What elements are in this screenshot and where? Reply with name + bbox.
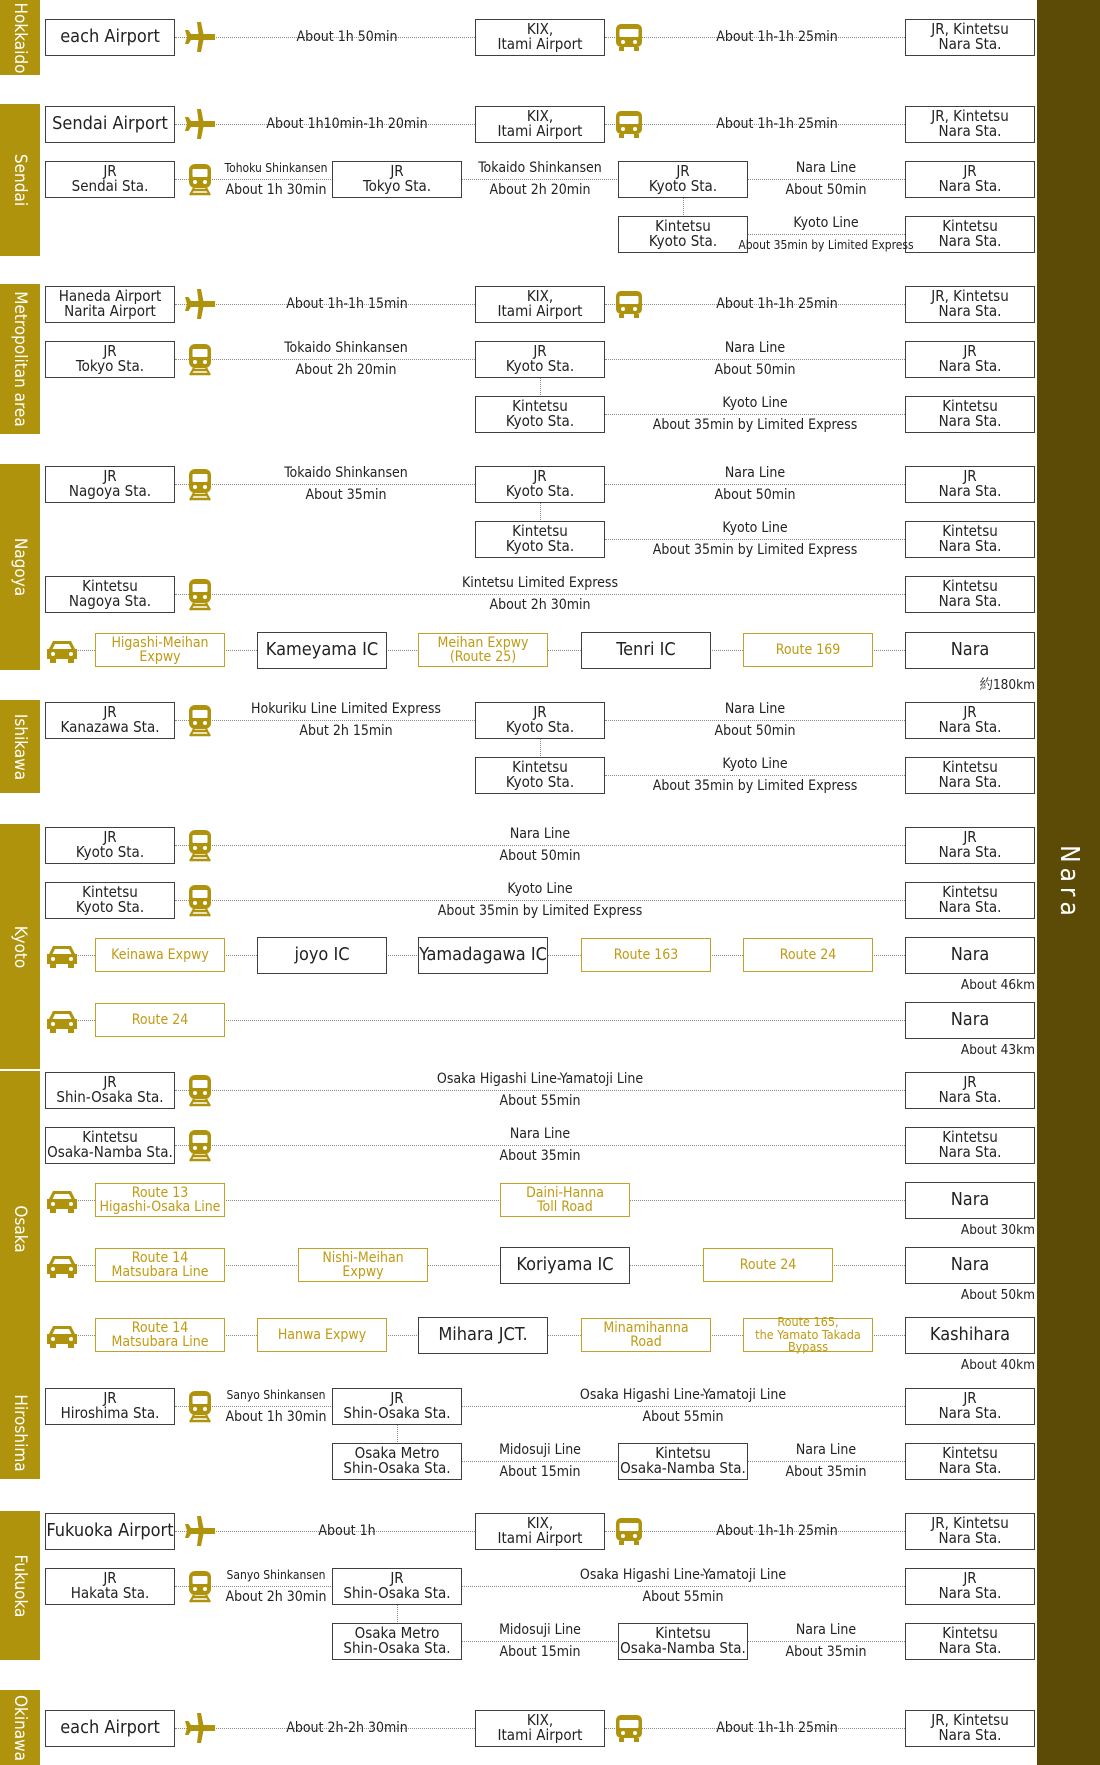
- destination-box: Kintetsu Nara Sta.: [905, 396, 1035, 433]
- road-box: Hanwa Expwy: [257, 1318, 387, 1352]
- road-box: Route 14 Matsubara Line: [95, 1248, 225, 1282]
- origin-box: each Airport: [45, 19, 175, 56]
- origin-box: each Airport: [45, 1710, 175, 1747]
- origin-box: Haneda Airport Narita Airport: [45, 286, 175, 323]
- station-box: JR Kyoto Sta.: [475, 466, 605, 503]
- destination-box: Kintetsu Nara Sta.: [905, 757, 1035, 794]
- road-box: Route 24: [95, 1003, 225, 1037]
- travel-time: About 2h-2h 30min: [286, 1720, 408, 1736]
- road-box: Minamihanna Road: [581, 1318, 711, 1352]
- line-name: Kintetsu Limited Express: [461, 575, 619, 591]
- train-icon: [183, 467, 217, 501]
- station-box: JR Kyoto Sta.: [475, 341, 605, 378]
- travel-time: About 1h 30min: [225, 182, 327, 198]
- travel-time: About 15min: [499, 1644, 581, 1660]
- travel-time: About 55min: [642, 1589, 724, 1605]
- line-name: Kyoto Line: [722, 395, 788, 411]
- train-icon: [183, 342, 217, 376]
- road-box: Keinawa Expwy: [95, 938, 225, 972]
- car-icon: [45, 1248, 79, 1282]
- section-label: Kyoto: [10, 925, 30, 968]
- origin-box: JR Hiroshima Sta.: [45, 1388, 175, 1425]
- line-name: Hokuriku Line Limited Express: [251, 701, 441, 717]
- line-name: Kyoto Line: [722, 520, 788, 536]
- plane-icon: [183, 287, 217, 321]
- plane-icon: [183, 20, 217, 54]
- station-box: Kintetsu Osaka-Namba Sta.: [618, 1443, 748, 1480]
- station-box: Kintetsu Osaka-Namba Sta.: [618, 1623, 748, 1660]
- travel-time: About 50min: [714, 723, 796, 739]
- line-name: Kyoto Line: [507, 881, 573, 897]
- origin-box: JR Sendai Sta.: [45, 161, 175, 198]
- segment-label: [318, 1520, 375, 1542]
- segment-label: [716, 1717, 838, 1739]
- line-name: Tohoku Shinkansen: [224, 161, 328, 175]
- train-icon: [183, 577, 217, 611]
- interchange-box: Mihara JCT.: [418, 1317, 548, 1354]
- segment-label: [716, 1520, 838, 1542]
- travel-time: About 1h-1h 25min: [716, 1523, 838, 1539]
- travel-time: About 55min: [499, 1093, 581, 1109]
- line-name: Nara Line: [724, 701, 786, 717]
- travel-time: About 1h-1h 25min: [716, 29, 838, 45]
- segment-label: [462, 572, 618, 616]
- segment-label: [499, 1439, 581, 1483]
- destination-box: Nara: [905, 1247, 1035, 1284]
- segment-label: [284, 337, 408, 381]
- travel-time: About 2h 30min: [489, 597, 591, 613]
- travel-time: About 50min: [714, 487, 796, 503]
- travel-time: About 1h-1h 15min: [286, 296, 408, 312]
- origin-box: Kintetsu Osaka-Namba Sta.: [45, 1127, 175, 1164]
- destination-box: JR Nara Sta.: [905, 341, 1035, 378]
- train-icon: [183, 162, 217, 196]
- segment-label: [499, 823, 580, 867]
- road-box: Daini-Hanna Toll Road: [500, 1183, 630, 1217]
- travel-time: About 35min: [785, 1644, 867, 1660]
- bus-icon: [612, 20, 646, 54]
- segment-label: [785, 157, 866, 201]
- travel-time: About 50min: [785, 182, 867, 198]
- interchange-box: Koriyama IC: [500, 1247, 630, 1284]
- train-icon: [183, 1569, 217, 1603]
- airport-box: KIX, Itami Airport: [475, 286, 605, 323]
- distance-label: About 40km: [960, 1357, 1035, 1373]
- segment-label: [716, 293, 838, 315]
- travel-time: About 35min by Limited Express: [652, 542, 858, 558]
- train-icon: [183, 703, 217, 737]
- station-box: JR Shin-Osaka Sta.: [332, 1388, 462, 1425]
- travel-time: About 1h-1h 25min: [716, 296, 838, 312]
- distance-label: About 50km: [960, 1287, 1035, 1303]
- station-box: JR Kyoto Sta.: [618, 161, 748, 198]
- transfer-connector: [540, 378, 541, 395]
- station-box: Kintetsu Kyoto Sta.: [618, 216, 748, 253]
- train-icon: [183, 1128, 217, 1162]
- origin-box: JR Tokyo Sta.: [45, 341, 175, 378]
- airport-box: KIX, Itami Airport: [475, 1513, 605, 1550]
- road-box: Route 165, the Yamato Takada Bypass: [743, 1318, 873, 1352]
- train-icon: [183, 883, 217, 917]
- transfer-connector: [540, 739, 541, 756]
- section-fukuoka: [0, 1511, 40, 1660]
- road-box: Route 169: [743, 633, 873, 667]
- section-osaka: [0, 1071, 40, 1386]
- segment-label: [437, 1068, 643, 1112]
- train-icon: [183, 1073, 217, 1107]
- destination-box: Kashihara: [905, 1317, 1035, 1354]
- airport-box: KIX, Itami Airport: [475, 19, 605, 56]
- origin-box: JR Kanazawa Sta.: [45, 702, 175, 739]
- section-okinawa: [0, 1690, 40, 1765]
- station-box: Kintetsu Kyoto Sta.: [475, 521, 605, 558]
- section-metropolitan: [0, 284, 40, 434]
- travel-time: About 1h-1h 25min: [716, 1720, 838, 1736]
- line-name: Nara Line: [795, 160, 857, 176]
- segment-label: [716, 26, 838, 48]
- road-box: Route 163: [581, 938, 711, 972]
- section-label: Nagoya: [10, 537, 30, 597]
- segment-label: [266, 113, 427, 135]
- airport-box: KIX, Itami Airport: [475, 106, 605, 143]
- travel-time: About 35min: [499, 1148, 581, 1164]
- line-name: Osaka Higashi Line-Yamatoji Line: [579, 1387, 787, 1403]
- destination-box: Nara: [905, 632, 1035, 669]
- car-icon: [45, 1318, 79, 1352]
- segment-label: [716, 113, 838, 135]
- travel-time: About 1h 50min: [296, 29, 398, 45]
- line-name: Sanyo Shinkansen: [226, 1388, 326, 1402]
- interchange-box: joyo IC: [257, 937, 387, 974]
- destination-box: Kintetsu Nara Sta.: [905, 521, 1035, 558]
- station-box: Kintetsu Kyoto Sta.: [475, 396, 605, 433]
- destination-box: Nara: [905, 937, 1035, 974]
- transfer-connector: [683, 198, 684, 215]
- origin-box: JR Kyoto Sta.: [45, 827, 175, 864]
- segment-label: [438, 878, 643, 922]
- distance-label: 約180km: [979, 677, 1035, 693]
- distance-label: About 46km: [960, 977, 1035, 993]
- destination-box: JR Nara Sta.: [905, 466, 1035, 503]
- travel-time: About 55min: [642, 1409, 724, 1425]
- section-ishikawa: [0, 700, 40, 793]
- destination-box: JR Nara Sta.: [905, 161, 1035, 198]
- line-name: Nara Line: [509, 826, 571, 842]
- interchange-box: Kameyama IC: [257, 632, 387, 669]
- destination-box: JR Nara Sta.: [905, 1568, 1035, 1605]
- transfer-connector: [540, 503, 541, 520]
- bus-icon: [612, 1711, 646, 1745]
- origin-box: Fukuoka Airport: [45, 1513, 175, 1550]
- segment-label: [478, 157, 602, 201]
- section-label: Fukuoka: [10, 1554, 30, 1617]
- distance-label: About 30km: [960, 1222, 1035, 1238]
- line-name: Midosuji Line: [499, 1622, 581, 1638]
- travel-time: About 2h 30min: [225, 1589, 327, 1605]
- travel-time: About 35min by Limited Express: [652, 778, 858, 794]
- travel-time: About 1h 30min: [225, 1409, 327, 1425]
- distance-label: About 43km: [960, 1042, 1035, 1058]
- plane-icon: [183, 1711, 217, 1745]
- travel-time: About 35min: [785, 1464, 867, 1480]
- car-icon: [45, 938, 79, 972]
- segment-label: [499, 1123, 580, 1167]
- segment-label: [714, 698, 795, 742]
- destination-box: Kintetsu Nara Sta.: [905, 216, 1035, 253]
- destination-bar: [1037, 0, 1100, 1765]
- station-box: Osaka Metro Shin-Osaka Sta.: [332, 1623, 462, 1660]
- destination-box: JR, Kintetsu Nara Sta.: [905, 1513, 1035, 1550]
- segment-label: [499, 1619, 581, 1663]
- travel-time: About 1h: [318, 1523, 376, 1539]
- road-box: Meihan Expwy (Route 25): [418, 633, 548, 667]
- destination-box: JR Nara Sta.: [905, 827, 1035, 864]
- segment-label: [653, 392, 858, 436]
- segment-label: [225, 1384, 326, 1428]
- train-icon: [183, 828, 217, 862]
- travel-time: About 1h-1h 25min: [716, 116, 838, 132]
- station-box: JR Tokyo Sta.: [332, 161, 462, 198]
- destination-label: Nara: [1053, 844, 1084, 921]
- segment-label: [225, 157, 328, 201]
- segment-label: [284, 462, 408, 506]
- car-icon: [45, 1003, 79, 1037]
- segment-label: [714, 462, 795, 506]
- travel-time: Abut 2h 15min: [299, 723, 393, 739]
- segment-label: [580, 1564, 786, 1608]
- station-box: Kintetsu Kyoto Sta.: [475, 757, 605, 794]
- transfer-connector: [397, 1425, 398, 1442]
- road-box: Route 24: [703, 1248, 833, 1282]
- road-box: Route 14 Matsubara Line: [95, 1318, 225, 1352]
- line-name: Kyoto Line: [722, 756, 788, 772]
- section-hiroshima: [0, 1386, 40, 1479]
- station-box: Osaka Metro Shin-Osaka Sta.: [332, 1443, 462, 1480]
- line-name: Midosuji Line: [499, 1442, 581, 1458]
- segment-label: [286, 1717, 408, 1739]
- line-name: Nara Line: [795, 1622, 857, 1638]
- section-sendai: [0, 104, 40, 256]
- travel-time: About 15min: [499, 1464, 581, 1480]
- section-nagoya: [0, 464, 40, 670]
- segment-label: [580, 1384, 786, 1428]
- travel-time: About 35min by Limited Express: [652, 417, 858, 433]
- origin-box: Sendai Airport: [45, 106, 175, 143]
- segment-label: [653, 753, 858, 797]
- segment-label: [251, 698, 441, 742]
- destination-box: JR, Kintetsu Nara Sta.: [905, 286, 1035, 323]
- segment-label: [653, 517, 858, 561]
- travel-time: About 2h 20min: [295, 362, 397, 378]
- segment-label: [785, 1619, 866, 1663]
- destination-box: Kintetsu Nara Sta.: [905, 882, 1035, 919]
- travel-time: About 35min by Limited Express: [738, 238, 914, 252]
- bus-icon: [612, 1514, 646, 1548]
- interchange-box: Yamadagawa IC: [418, 937, 548, 974]
- line-name: Nara Line: [724, 340, 786, 356]
- section-label: Hiroshima: [10, 1393, 30, 1472]
- section-label: Hokkaido: [10, 2, 30, 73]
- destination-box: Nara: [905, 1002, 1035, 1039]
- origin-box: JR Hakata Sta.: [45, 1568, 175, 1605]
- destination-box: JR Nara Sta.: [905, 702, 1035, 739]
- plane-icon: [183, 107, 217, 141]
- section-hokkaido: [0, 0, 40, 75]
- origin-box: JR Shin-Osaka Sta.: [45, 1072, 175, 1109]
- travel-time: About 2h 20min: [489, 182, 591, 198]
- travel-time: About 35min by Limited Express: [437, 903, 643, 919]
- line-name: Nara Line: [795, 1442, 857, 1458]
- line-name: Tokaido Shinkansen: [478, 160, 602, 176]
- line-name: Sanyo Shinkansen: [226, 1568, 326, 1582]
- section-label: Ishikawa: [10, 713, 30, 780]
- section-label: Sendai: [10, 153, 30, 207]
- section-label: Okinawa: [10, 1694, 30, 1761]
- destination-box: JR Nara Sta.: [905, 1072, 1035, 1109]
- bus-icon: [612, 107, 646, 141]
- line-name: Nara Line: [724, 465, 786, 481]
- destination-box: Kintetsu Nara Sta.: [905, 1127, 1035, 1164]
- section-label: Osaka: [10, 1204, 30, 1253]
- line-name: Kyoto Line: [793, 215, 859, 231]
- destination-box: Kintetsu Nara Sta.: [905, 1623, 1035, 1660]
- segment-label: [714, 337, 795, 381]
- origin-box: Kintetsu Nagoya Sta.: [45, 576, 175, 613]
- segment-label: [286, 293, 408, 315]
- segment-label: [738, 212, 913, 256]
- segment-label: [225, 1564, 326, 1608]
- section-kyoto: [0, 824, 40, 1069]
- destination-box: JR Nara Sta.: [905, 1388, 1035, 1425]
- station-box: JR Shin-Osaka Sta.: [332, 1568, 462, 1605]
- road-box: Nishi-Meihan Expwy: [298, 1248, 428, 1282]
- destination-box: JR, Kintetsu Nara Sta.: [905, 1710, 1035, 1747]
- destination-box: Kintetsu Nara Sta.: [905, 1443, 1035, 1480]
- line-name: Osaka Higashi Line-Yamatoji Line: [436, 1071, 644, 1087]
- car-icon: [45, 1183, 79, 1217]
- segment-label: [785, 1439, 866, 1483]
- destination-box: JR, Kintetsu Nara Sta.: [905, 106, 1035, 143]
- airport-box: KIX, Itami Airport: [475, 1710, 605, 1747]
- destination-box: Nara: [905, 1182, 1035, 1219]
- road-box: Route 24: [743, 938, 873, 972]
- car-icon: [45, 633, 79, 667]
- bus-icon: [612, 287, 646, 321]
- road-box: Route 13 Higashi-Osaka Line: [95, 1183, 225, 1217]
- travel-time: About 50min: [714, 362, 796, 378]
- travel-time: About 1h10min-1h 20min: [266, 116, 428, 132]
- origin-box: Kintetsu Kyoto Sta.: [45, 882, 175, 919]
- transfer-connector: [397, 1605, 398, 1622]
- line-name: Tokaido Shinkansen: [284, 340, 408, 356]
- travel-time: About 35min: [305, 487, 387, 503]
- destination-box: Kintetsu Nara Sta.: [905, 576, 1035, 613]
- road-box: Higashi-Meihan Expwy: [95, 633, 225, 667]
- plane-icon: [183, 1514, 217, 1548]
- line-name: Nara Line: [509, 1126, 571, 1142]
- travel-time: About 50min: [499, 848, 581, 864]
- line-name: Tokaido Shinkansen: [284, 465, 408, 481]
- section-label: Metropolitan area: [10, 291, 30, 427]
- interchange-box: Tenri IC: [581, 632, 711, 669]
- segment-label: [296, 26, 397, 48]
- train-icon: [183, 1389, 217, 1423]
- station-box: JR Kyoto Sta.: [475, 702, 605, 739]
- line-name: Osaka Higashi Line-Yamatoji Line: [579, 1567, 787, 1583]
- destination-box: JR, Kintetsu Nara Sta.: [905, 19, 1035, 56]
- origin-box: JR Nagoya Sta.: [45, 466, 175, 503]
